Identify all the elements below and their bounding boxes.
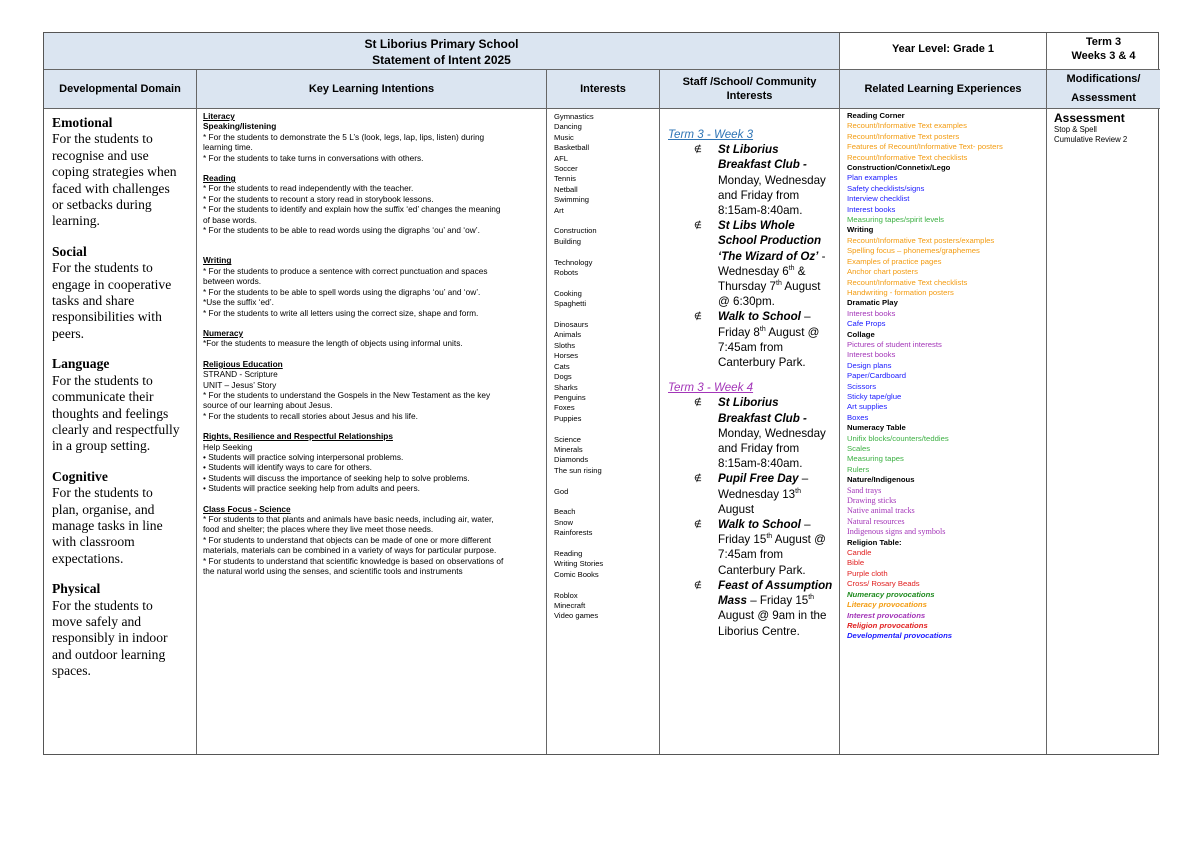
experience-item: Purple cloth xyxy=(847,568,888,578)
event-title-tail: – xyxy=(798,472,809,486)
interest-item: Puppies xyxy=(554,413,582,423)
experience-item: Recount/Informative Text posters/examples xyxy=(847,235,995,245)
event-detail: and Friday from xyxy=(718,442,800,456)
interest-item: Gymnastics xyxy=(554,112,594,121)
interest-item: Video games xyxy=(554,611,599,621)
experience-item: Features of Recount/Informative Text- posters xyxy=(847,142,1003,152)
assessment-column xyxy=(1047,109,1160,754)
domain-text: For the students to xyxy=(52,131,153,147)
year-level: Year Level: Grade 1 xyxy=(891,43,995,55)
learning-line: *Use the suffix ‘ed’. xyxy=(203,297,274,308)
interest-item: Foxes xyxy=(554,403,575,413)
experience-item: Natural resources xyxy=(847,516,905,526)
domain-text: and outdoor learning xyxy=(52,646,166,662)
interest-item: Sloths xyxy=(554,340,576,350)
event-detail: Wednesday 13th xyxy=(718,487,801,501)
learning-line: * For the students to write all letters using the correct size, shape and form. xyxy=(203,307,479,318)
learning-line: source of our learning about Jesus. xyxy=(203,400,333,411)
domain-column xyxy=(44,109,197,754)
learning-line: UNIT – Jesus’ Story xyxy=(203,379,277,390)
week-label: Term 3 - Week 3 xyxy=(668,128,754,141)
experience-item: Recount/Informative Text checklists xyxy=(847,277,968,287)
learning-line: • Students will discuss the importance of seeking help to solve problems. xyxy=(203,472,470,483)
learning-line: * For the students to recount a story read in storybook lessons. xyxy=(203,193,434,204)
learning-line: * For students to that plants and animals have basic needs, including air, water, xyxy=(203,514,494,524)
experience-item: Plan examples xyxy=(847,173,898,183)
event-title: St Libs Whole xyxy=(718,219,795,233)
col-domain-header xyxy=(44,70,197,109)
event-detail: Wednesday 6th & xyxy=(718,264,806,278)
event-detail: 7:45am from xyxy=(718,548,784,562)
event-item xyxy=(668,218,833,309)
event-detail: Liborius Centre. xyxy=(718,624,800,638)
experience-item: Rulers xyxy=(847,464,870,474)
experience-item: Anchor chart posters xyxy=(847,267,918,277)
event-detail: August @ 9am in the xyxy=(718,609,827,623)
assessment-heading: Assessment xyxy=(1054,111,1125,125)
experience-item: Design plans xyxy=(847,360,892,370)
experience-item: Sand trays xyxy=(847,485,882,495)
learning-line: materials, materials can be combined in a variety of ways for particular purpose. xyxy=(203,545,497,556)
domain-text: clearly and respectfully xyxy=(52,421,180,437)
experience-heading: Religion Table: xyxy=(847,537,902,547)
interest-item: Minerals xyxy=(554,444,583,454)
experience-item: Recount/Informative Text examples xyxy=(847,121,967,131)
statement-title: Statement of Intent 2025 xyxy=(372,53,511,67)
experience-item: Scissors xyxy=(847,381,877,391)
event-item xyxy=(668,142,833,218)
domain-text: communicate their xyxy=(52,389,154,405)
learning-line: food and shelter; the places where they live meet those needs. xyxy=(203,524,434,535)
learning-line: *For the students to measure the length of objects using informal units. xyxy=(203,338,463,349)
interest-item: The sun rising xyxy=(554,465,602,475)
event-title: Walk to School xyxy=(718,518,801,532)
learning-line: • Students will practice solving interpersonal problems. xyxy=(203,451,404,462)
event-line xyxy=(718,578,833,593)
event-title: School Production xyxy=(718,234,822,248)
interest-item: Minecraft xyxy=(554,600,586,610)
learning-line: * For the students to take turns in conversations with others. xyxy=(203,152,424,163)
term-label: Term 3 xyxy=(1085,36,1122,48)
experience-item: Interest books xyxy=(847,350,896,360)
interest-gap xyxy=(554,539,652,549)
domain-text: thoughts and feelings xyxy=(52,405,169,421)
domain-text: expectations. xyxy=(52,550,124,566)
assessment-item: Cumulative Review 2 xyxy=(1054,135,1128,145)
learning-line: STRAND - Scripture xyxy=(203,369,278,380)
event-title: Breakfast Club - xyxy=(718,158,807,172)
interest-item: Building xyxy=(554,236,582,246)
interest-gap xyxy=(554,216,652,226)
event-line xyxy=(718,157,833,172)
experience-item: Handwriting - formation posters xyxy=(847,287,954,297)
experience-item: Candle xyxy=(847,548,872,558)
experience-item: Spelling focus – phonemes/graphemes xyxy=(847,246,980,256)
interest-item: Comic Books xyxy=(554,569,599,579)
event-bullet-icon: ∉ xyxy=(694,519,702,530)
event-title: St Liborius xyxy=(718,396,779,410)
domain-text: plan, organise, and xyxy=(52,501,155,517)
event-detail: @ 6:30pm. xyxy=(718,295,775,309)
event-detail: 8:15am-8:40am. xyxy=(718,204,803,218)
interest-gap xyxy=(554,497,652,507)
event-item xyxy=(668,517,833,578)
event-detail: Monday, Wednesday xyxy=(718,173,826,187)
experience-item: Interest books xyxy=(847,204,896,214)
col-related-label: Related Learning Experiences xyxy=(864,83,1022,95)
col-domain-label: Developmental Domain xyxy=(59,83,181,95)
domain-heading: Social xyxy=(52,243,87,259)
interest-item: God xyxy=(554,486,569,496)
experience-item: Interest books xyxy=(847,308,896,318)
domain-text: recognise and use xyxy=(52,147,149,163)
experience-item: Paper/Cardboard xyxy=(847,371,906,381)
domain-heading: Emotional xyxy=(52,115,113,130)
experience-item: Unifix blocks/counters/teddies xyxy=(847,433,949,443)
domain-heading: Physical xyxy=(52,581,101,597)
col-staff-label-1: Staff /School/ Community xyxy=(682,76,817,88)
event-title-tail: – Friday 15th xyxy=(747,594,815,608)
event-title: St Liborius xyxy=(718,143,779,157)
experience-item: Cross/ Rosary Beads xyxy=(847,579,920,589)
interest-item: Art xyxy=(554,205,564,215)
experience-item: Recount/Informative Text posters xyxy=(847,131,960,141)
event-detail: Canterbury Park. xyxy=(718,356,806,370)
learning-line: * For the students to produce a sentence with correct punctuation and spaces xyxy=(203,265,488,276)
staff-column xyxy=(660,109,840,754)
learning-line: Help Seeking xyxy=(203,441,253,452)
learning-line: • Students will practice seeking help from adults and peers. xyxy=(203,483,420,494)
interest-item: Soccer xyxy=(554,164,578,174)
event-line xyxy=(718,142,833,157)
col-related-header xyxy=(840,70,1047,109)
event-line xyxy=(718,593,833,608)
event-item xyxy=(668,471,833,517)
interest-item: Rainforests xyxy=(554,528,593,538)
experience-item: Drawing sticks xyxy=(847,496,897,506)
event-line xyxy=(718,249,833,264)
experience-item: Developmental provocations xyxy=(847,631,953,641)
event-title: Breakfast Club - xyxy=(718,411,807,425)
domain-text: move safely and xyxy=(52,613,142,629)
event-detail: 7:45am from xyxy=(718,340,784,354)
event-bullet-icon: ∉ xyxy=(694,220,702,231)
event-item xyxy=(668,309,833,370)
interest-item: Dancing xyxy=(554,122,582,132)
interest-gap xyxy=(554,580,652,590)
experience-heading: Dramatic Play xyxy=(847,298,898,308)
event-line xyxy=(718,411,833,426)
experience-item: Bible xyxy=(847,558,865,568)
interests-column xyxy=(547,109,660,754)
interest-item: Spaghetti xyxy=(554,299,587,309)
domain-text: For the students to xyxy=(52,485,153,501)
learning-line: * For the students to demonstrate the 5 L’s (look, legs, lap, lips, listen) during xyxy=(203,131,485,142)
interest-item: Robots xyxy=(554,268,579,278)
experience-heading: Reading Corner xyxy=(847,111,905,120)
domain-text: faced with challenges xyxy=(52,180,170,196)
experience-item: Literacy provocations xyxy=(847,600,927,610)
experience-item: Interview checklist xyxy=(847,194,910,204)
learning-section-heading: Reading xyxy=(203,173,236,184)
event-line xyxy=(718,471,833,486)
experience-item: Native animal tracks xyxy=(847,506,915,516)
col-mod-header xyxy=(1047,70,1160,109)
event-detail: August xyxy=(718,502,755,516)
interest-item: AFL xyxy=(554,153,568,163)
event-detail: and Friday from xyxy=(718,188,800,202)
experience-heading: Writing xyxy=(847,225,874,235)
interest-item: Animals xyxy=(554,330,582,340)
interest-gap xyxy=(554,278,652,288)
event-line xyxy=(718,517,833,532)
domain-text: peers. xyxy=(52,325,85,341)
event-title-tail: - xyxy=(818,249,826,263)
domain-heading: Cognitive xyxy=(52,468,108,484)
learning-line: * For students to understand that scientific knowledge is based on observations of xyxy=(203,555,504,566)
learning-section-heading: Literacy xyxy=(203,111,235,121)
experience-item: Safety checklists/signs xyxy=(847,183,925,193)
experience-item: Numeracy provocations xyxy=(847,589,935,599)
learning-line: learning time. xyxy=(203,142,253,153)
col-interests-header xyxy=(547,70,660,109)
experience-item: Art supplies xyxy=(847,402,888,412)
learning-section-heading: Rights, Resilience and Respectful Relationships xyxy=(203,431,393,442)
assessment-item: Stop & Spell xyxy=(1054,125,1097,134)
domain-text: in a group setting. xyxy=(52,438,151,454)
domain-text: coping strategies when xyxy=(52,164,177,180)
learning-line: • Students will identify ways to care for others. xyxy=(203,462,372,473)
domain-text: with classroom xyxy=(52,534,135,550)
learning-line: * For the students to be able to spell words using the digraphs ‘ou’ and ‘ow’. xyxy=(203,286,481,297)
interest-gap xyxy=(554,424,652,434)
school-name: St Liborius Primary School xyxy=(364,37,519,51)
event-bullet-icon: ∉ xyxy=(694,473,702,484)
interest-item: Basketball xyxy=(554,143,590,153)
week-label: Term 3 - Week 4 xyxy=(668,381,754,395)
event-bullet-icon: ∉ xyxy=(694,144,702,155)
event-title: Mass xyxy=(718,594,748,608)
learning-section-heading: Writing xyxy=(203,255,232,266)
event-detail: Friday 15th August @ xyxy=(718,533,826,547)
interest-item: Technology xyxy=(554,257,593,267)
experience-item: Examples of practice pages xyxy=(847,256,942,266)
event-bullet-icon: ∉ xyxy=(694,397,702,408)
interest-item: Horses xyxy=(554,351,579,361)
interest-item: Snow xyxy=(554,517,573,527)
col-mod-label-2: Assessment xyxy=(1071,92,1136,104)
col-key-label: Key Learning Intentions xyxy=(308,83,435,95)
learning-line: * For the students to read independently with the teacher. xyxy=(203,183,414,194)
experience-item: Indigenous signs and symbols xyxy=(847,527,946,537)
event-detail: Canterbury Park. xyxy=(718,563,806,577)
domain-text: learning. xyxy=(52,213,100,229)
interest-item: Netball xyxy=(554,184,578,194)
interest-item: Science xyxy=(554,434,582,444)
interest-gap xyxy=(554,310,652,320)
event-line xyxy=(718,309,833,324)
domain-text: For the students to xyxy=(52,372,153,388)
interest-item: Tennis xyxy=(554,174,576,184)
learning-line: * For students to understand that objects can be made of one or more different xyxy=(203,534,492,545)
event-detail: 8:15am-8:40am. xyxy=(718,457,803,471)
interest-item: Diamonds xyxy=(554,455,589,465)
learning-line: * For the students to understand the Gospels in the New Testament as the key xyxy=(203,389,491,400)
event-item xyxy=(668,578,833,639)
event-title: Pupil Free Day xyxy=(718,472,799,486)
domain-text: engage in cooperative xyxy=(52,276,172,292)
experience-heading: Collage xyxy=(847,329,875,339)
experience-item: Measuring tapes xyxy=(847,454,904,464)
event-bullet-icon: ∉ xyxy=(694,579,702,590)
experience-item: Sticky tape/glue xyxy=(847,391,902,401)
experience-heading: Nature/Indigenous xyxy=(847,475,915,485)
col-mod-label-1: Modifications/ xyxy=(1066,73,1141,85)
experience-item: Boxes xyxy=(847,412,869,422)
learning-line: between words. xyxy=(203,276,262,287)
domain-text: manage tasks in line xyxy=(52,517,163,533)
experience-item: Religion provocations xyxy=(847,620,928,630)
domain-text: spaces. xyxy=(52,663,91,679)
col-interests-label: Interests xyxy=(580,83,626,95)
event-line xyxy=(718,218,833,233)
event-line xyxy=(718,233,833,248)
statement-of-intent-table xyxy=(43,32,1159,755)
experience-item: Cafe Props xyxy=(847,319,886,329)
experience-heading: Numeracy Table xyxy=(847,423,906,433)
interest-item: Swimming xyxy=(554,195,590,205)
learning-subheading: Speaking/listening xyxy=(203,121,277,132)
domain-text: For the students to xyxy=(52,597,153,613)
event-title-tail: – xyxy=(800,518,811,532)
domain-text: For the students to xyxy=(52,260,153,276)
interest-item: Cooking xyxy=(554,288,582,298)
interest-gap xyxy=(554,247,652,257)
event-detail: Friday 8th August @ xyxy=(718,325,820,339)
interest-item: Cats xyxy=(554,361,570,371)
interest-item: Penguins xyxy=(554,392,586,402)
interest-item: Dogs xyxy=(554,372,572,382)
event-title: Walk to School xyxy=(718,310,801,324)
domain-text: or setbacks during xyxy=(52,197,152,213)
event-title: Feast of Assumption xyxy=(718,578,833,592)
interest-item: Beach xyxy=(554,507,576,517)
experience-item: Interest provocations xyxy=(847,610,926,620)
interest-item: Sharks xyxy=(554,382,578,392)
school-title-cell xyxy=(44,33,840,70)
domain-text: responsibly in indoor xyxy=(52,630,168,646)
domain-text: tasks and share xyxy=(52,293,135,309)
col-staff-header xyxy=(660,70,840,109)
experience-item: Measuring tapes/spirit levels xyxy=(847,215,944,225)
learning-line: of base words. xyxy=(203,214,257,225)
event-title: ‘The Wizard of Oz’ xyxy=(718,249,819,263)
event-detail: Thursday 7th August xyxy=(718,280,821,294)
learning-section-heading: Religious Education xyxy=(203,358,283,369)
domain-text: responsibilities with xyxy=(52,309,162,325)
learning-line: * For the students to recall stories about Jesus and his life. xyxy=(203,410,418,421)
interest-item: Music xyxy=(554,132,574,142)
experience-item: Scales xyxy=(847,444,871,453)
interest-gap xyxy=(554,476,652,486)
interest-item: Reading xyxy=(554,548,583,558)
col-key-header xyxy=(197,70,547,109)
col-staff-label-2: Interests xyxy=(726,90,773,102)
domain-heading: Language xyxy=(52,356,110,372)
interest-item: Writing Stories xyxy=(554,559,604,569)
event-item xyxy=(668,395,833,471)
event-bullet-icon: ∉ xyxy=(694,311,702,322)
year-level-cell xyxy=(840,33,1047,70)
learning-line: * For the students to be able to read words using the digraphs ‘ou’ and ‘ow’. xyxy=(203,225,480,236)
learning-line: the natural world using the senses, and scientific tools and instruments xyxy=(203,566,463,577)
interest-item: Roblox xyxy=(554,590,578,600)
event-line xyxy=(718,395,833,410)
event-title-tail: – xyxy=(800,310,811,324)
weeks-label: Weeks 3 & 4 xyxy=(1071,50,1136,62)
learning-section-heading: Numeracy xyxy=(203,327,244,338)
term-cell xyxy=(1047,33,1160,70)
event-detail: Monday, Wednesday xyxy=(718,426,826,440)
related-column xyxy=(840,109,1047,754)
key-learning-column xyxy=(197,109,547,754)
experience-heading: Construction/Connetix/Lego xyxy=(847,163,951,173)
experience-item: Pictures of student interests xyxy=(847,339,942,349)
interest-item: Dinosaurs xyxy=(554,320,589,330)
learning-section-heading: Class Focus - Science xyxy=(203,503,291,514)
experience-item: Recount/Informative Text checklists xyxy=(847,152,968,162)
learning-line: * For the students to identify and explain how the suffix ‘ed’ changes the meaning xyxy=(203,204,501,215)
interest-item: Construction xyxy=(554,226,597,236)
